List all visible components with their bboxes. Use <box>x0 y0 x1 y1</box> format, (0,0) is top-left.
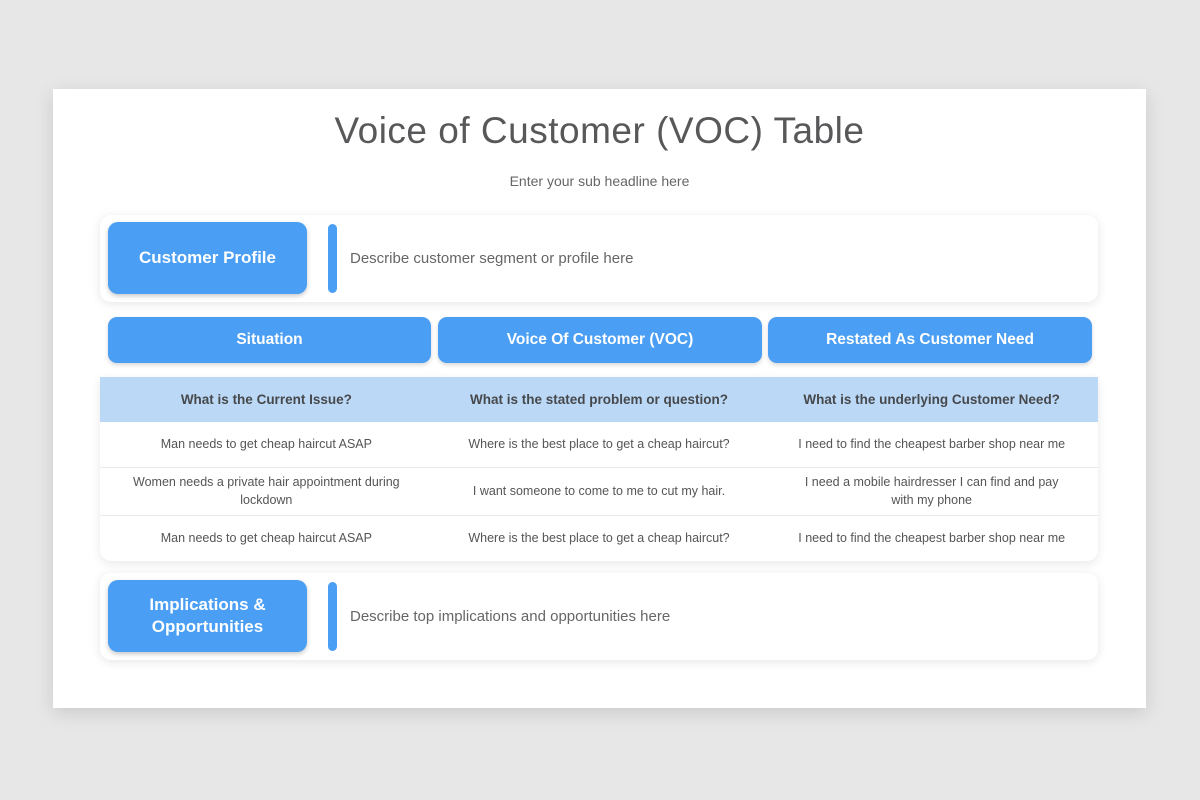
table-row <box>100 467 1098 515</box>
voc-table <box>100 377 1098 561</box>
implications-section <box>100 573 1098 660</box>
voc-slide <box>53 89 1146 708</box>
table-question-row <box>100 377 1098 422</box>
question-current-issue: What is the Current Issue? <box>180 392 352 407</box>
table-cell: I need a mobile hairdresser I can find and pay with my phone <box>804 475 1059 507</box>
question-underlying-need: What is the underlying Customer Need? <box>803 392 1060 407</box>
table-cell: Women needs a private hair appointment during lockdown <box>133 475 400 507</box>
question-stated-problem: What is the stated problem or question? <box>469 392 729 407</box>
accent-bar <box>328 224 337 293</box>
column-header-voc: Voice Of Customer (VOC) <box>438 317 762 363</box>
table-row <box>100 515 1098 561</box>
customer-profile-label: Customer Profile <box>108 222 307 294</box>
accent-bar <box>328 582 337 651</box>
customer-profile-description: Describe customer segment or profile here <box>350 250 634 267</box>
table-cell: Where is the best place to get a cheap haircut? <box>468 530 730 545</box>
column-header-restated-need: Restated As Customer Need <box>768 317 1092 363</box>
table-cell: I need to find the cheapest barber shop near me <box>798 530 1066 545</box>
column-header-situation: Situation <box>108 317 431 363</box>
table-cell: Where is the best place to get a cheap haircut? <box>468 436 730 451</box>
implications-description: Describe top implications and opportunities here <box>350 608 671 625</box>
table-cell: Man needs to get cheap haircut ASAP <box>160 530 372 545</box>
table-row <box>100 422 1098 467</box>
page-subtitle: Enter your sub headline here <box>509 173 690 189</box>
page-title: Voice of Customer (VOC) Table <box>334 110 865 151</box>
customer-profile-section <box>100 215 1098 302</box>
table-cell: I need to find the cheapest barber shop near me <box>798 436 1066 451</box>
implications-label: Implications & Opportunities <box>108 580 307 652</box>
table-cell: I want someone to come to me to cut my hair. <box>472 483 726 498</box>
table-cell: Man needs to get cheap haircut ASAP <box>160 436 372 451</box>
